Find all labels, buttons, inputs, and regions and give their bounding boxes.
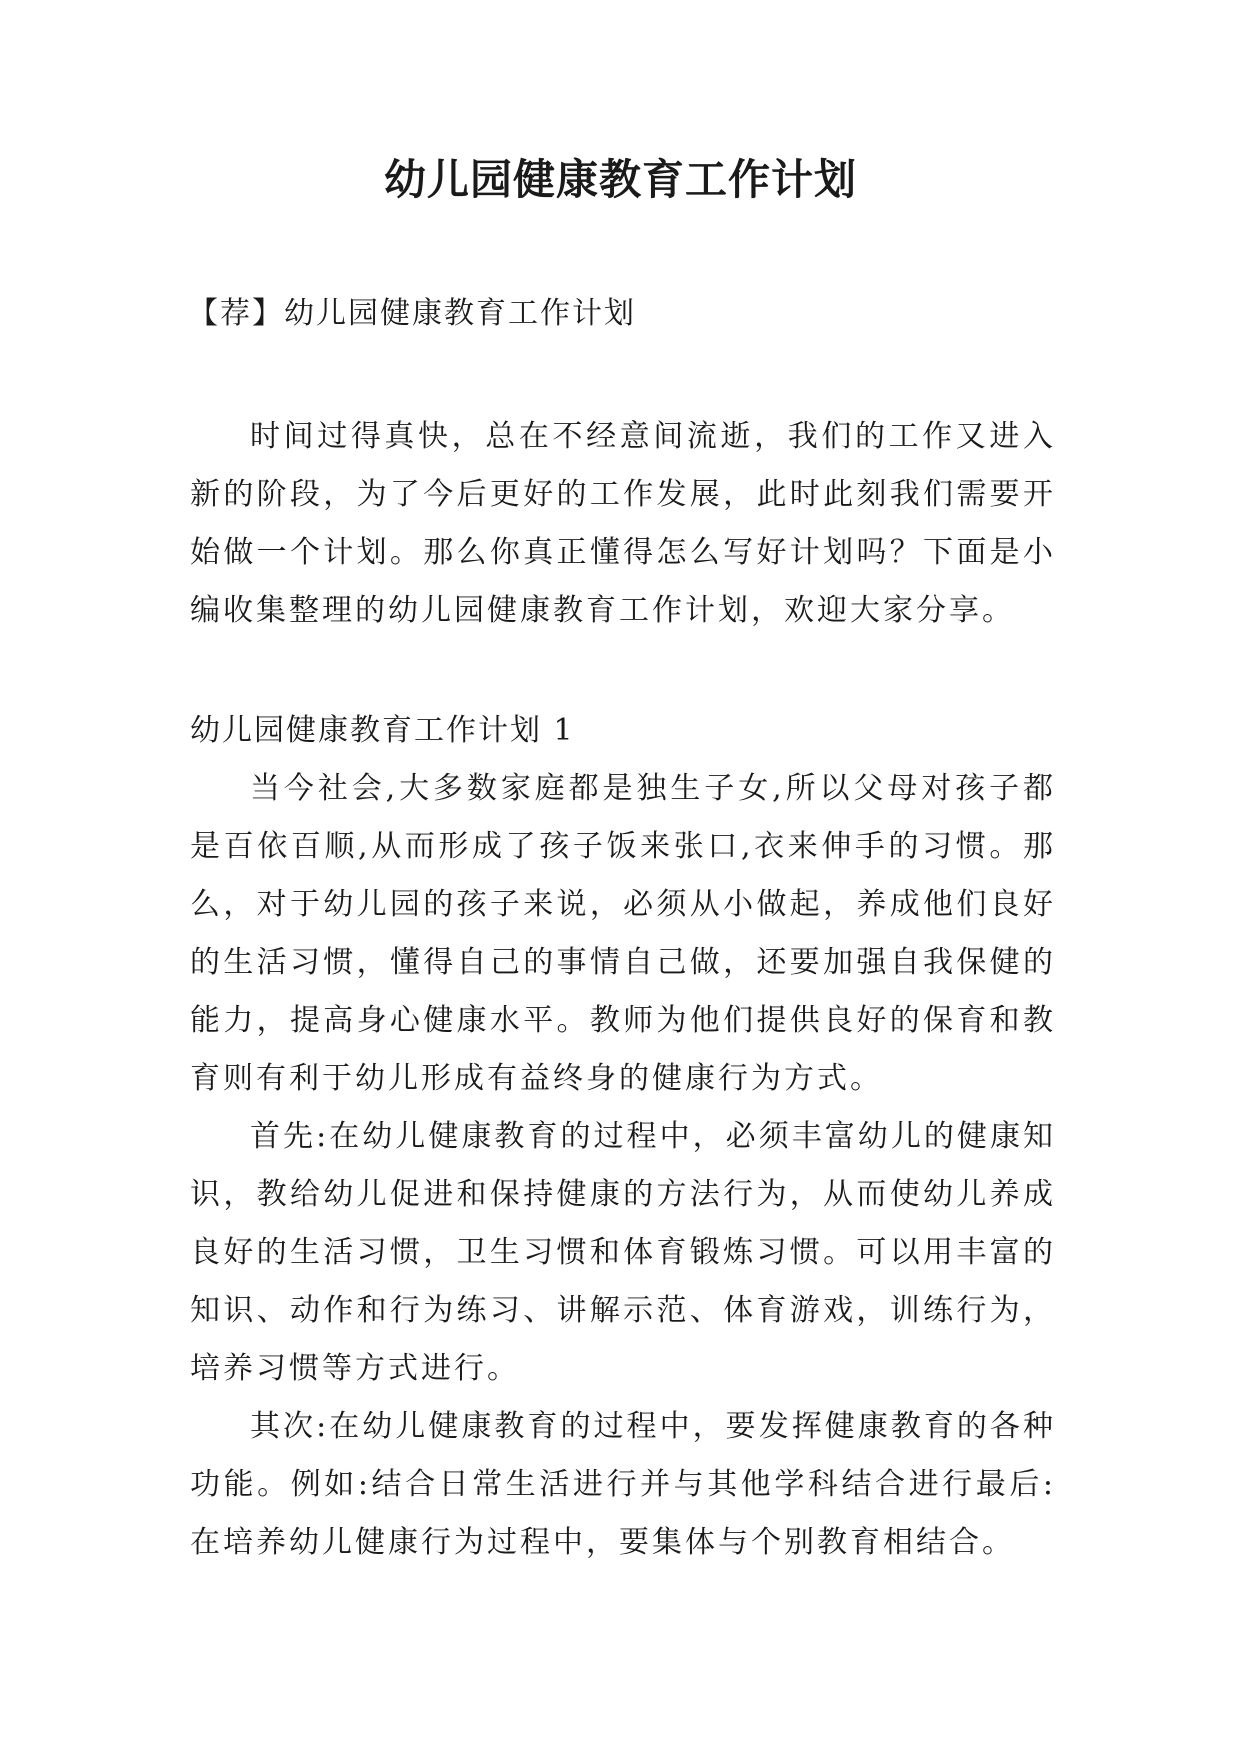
section-paragraph-2: 首先:在幼儿健康教育的过程中，必须丰富幼儿的健康知识，教给幼儿促进和保持健康的方法行为，从而使幼儿养成良好的生活习惯，卫生习惯和体育锻炼习惯。可以用丰富的知识、动作和行为练习、讲解示范、体育游戏，训练行为，培养习惯等方式进行。 xyxy=(190,1119,1056,1386)
document-title: 幼儿园健康教育工作计划 xyxy=(383,155,857,204)
intro-block xyxy=(190,408,1056,640)
section-paragraph-3: 其次:在幼儿健康教育的过程中，要发挥健康教育的各种功能。例如:结合日常生活进行并与其他学科结合进行最后:在培养幼儿健康行为过程中，要集体与个别教育相结合。 xyxy=(190,1409,1056,1560)
section-1 xyxy=(190,702,1056,1572)
intro-paragraph: 时间过得真快，总在不经意间流逝，我们的工作又进入新的阶段，为了今后更好的工作发展，此时此刻我们需要开始做一个计划。那么你真正懂得怎么写好计划吗？下面是小编收集整理的幼儿园健康教育工作计划，欢迎大家分享。 xyxy=(190,419,1056,628)
section-heading: 幼儿园健康教育工作计划 1 xyxy=(190,713,575,748)
section-paragraph-1: 当今社会,大多数家庭都是独生子女,所以父母对孩子都是百依百顺,从而形成了孩子饭来张口,衣来伸手的习惯。那么，对于幼儿园的孩子来说，必须从小做起，养成他们良好的生活习惯，懂得自己的事情自己做，还要加强自我保健的能力，提高身心健康水平。教师为他们提供良好的保育和教育则有利于幼儿形成有益终身的健康行为方式。 xyxy=(190,771,1056,1096)
document-subtitle: 【荐】幼儿园健康教育工作计划 xyxy=(188,296,636,331)
